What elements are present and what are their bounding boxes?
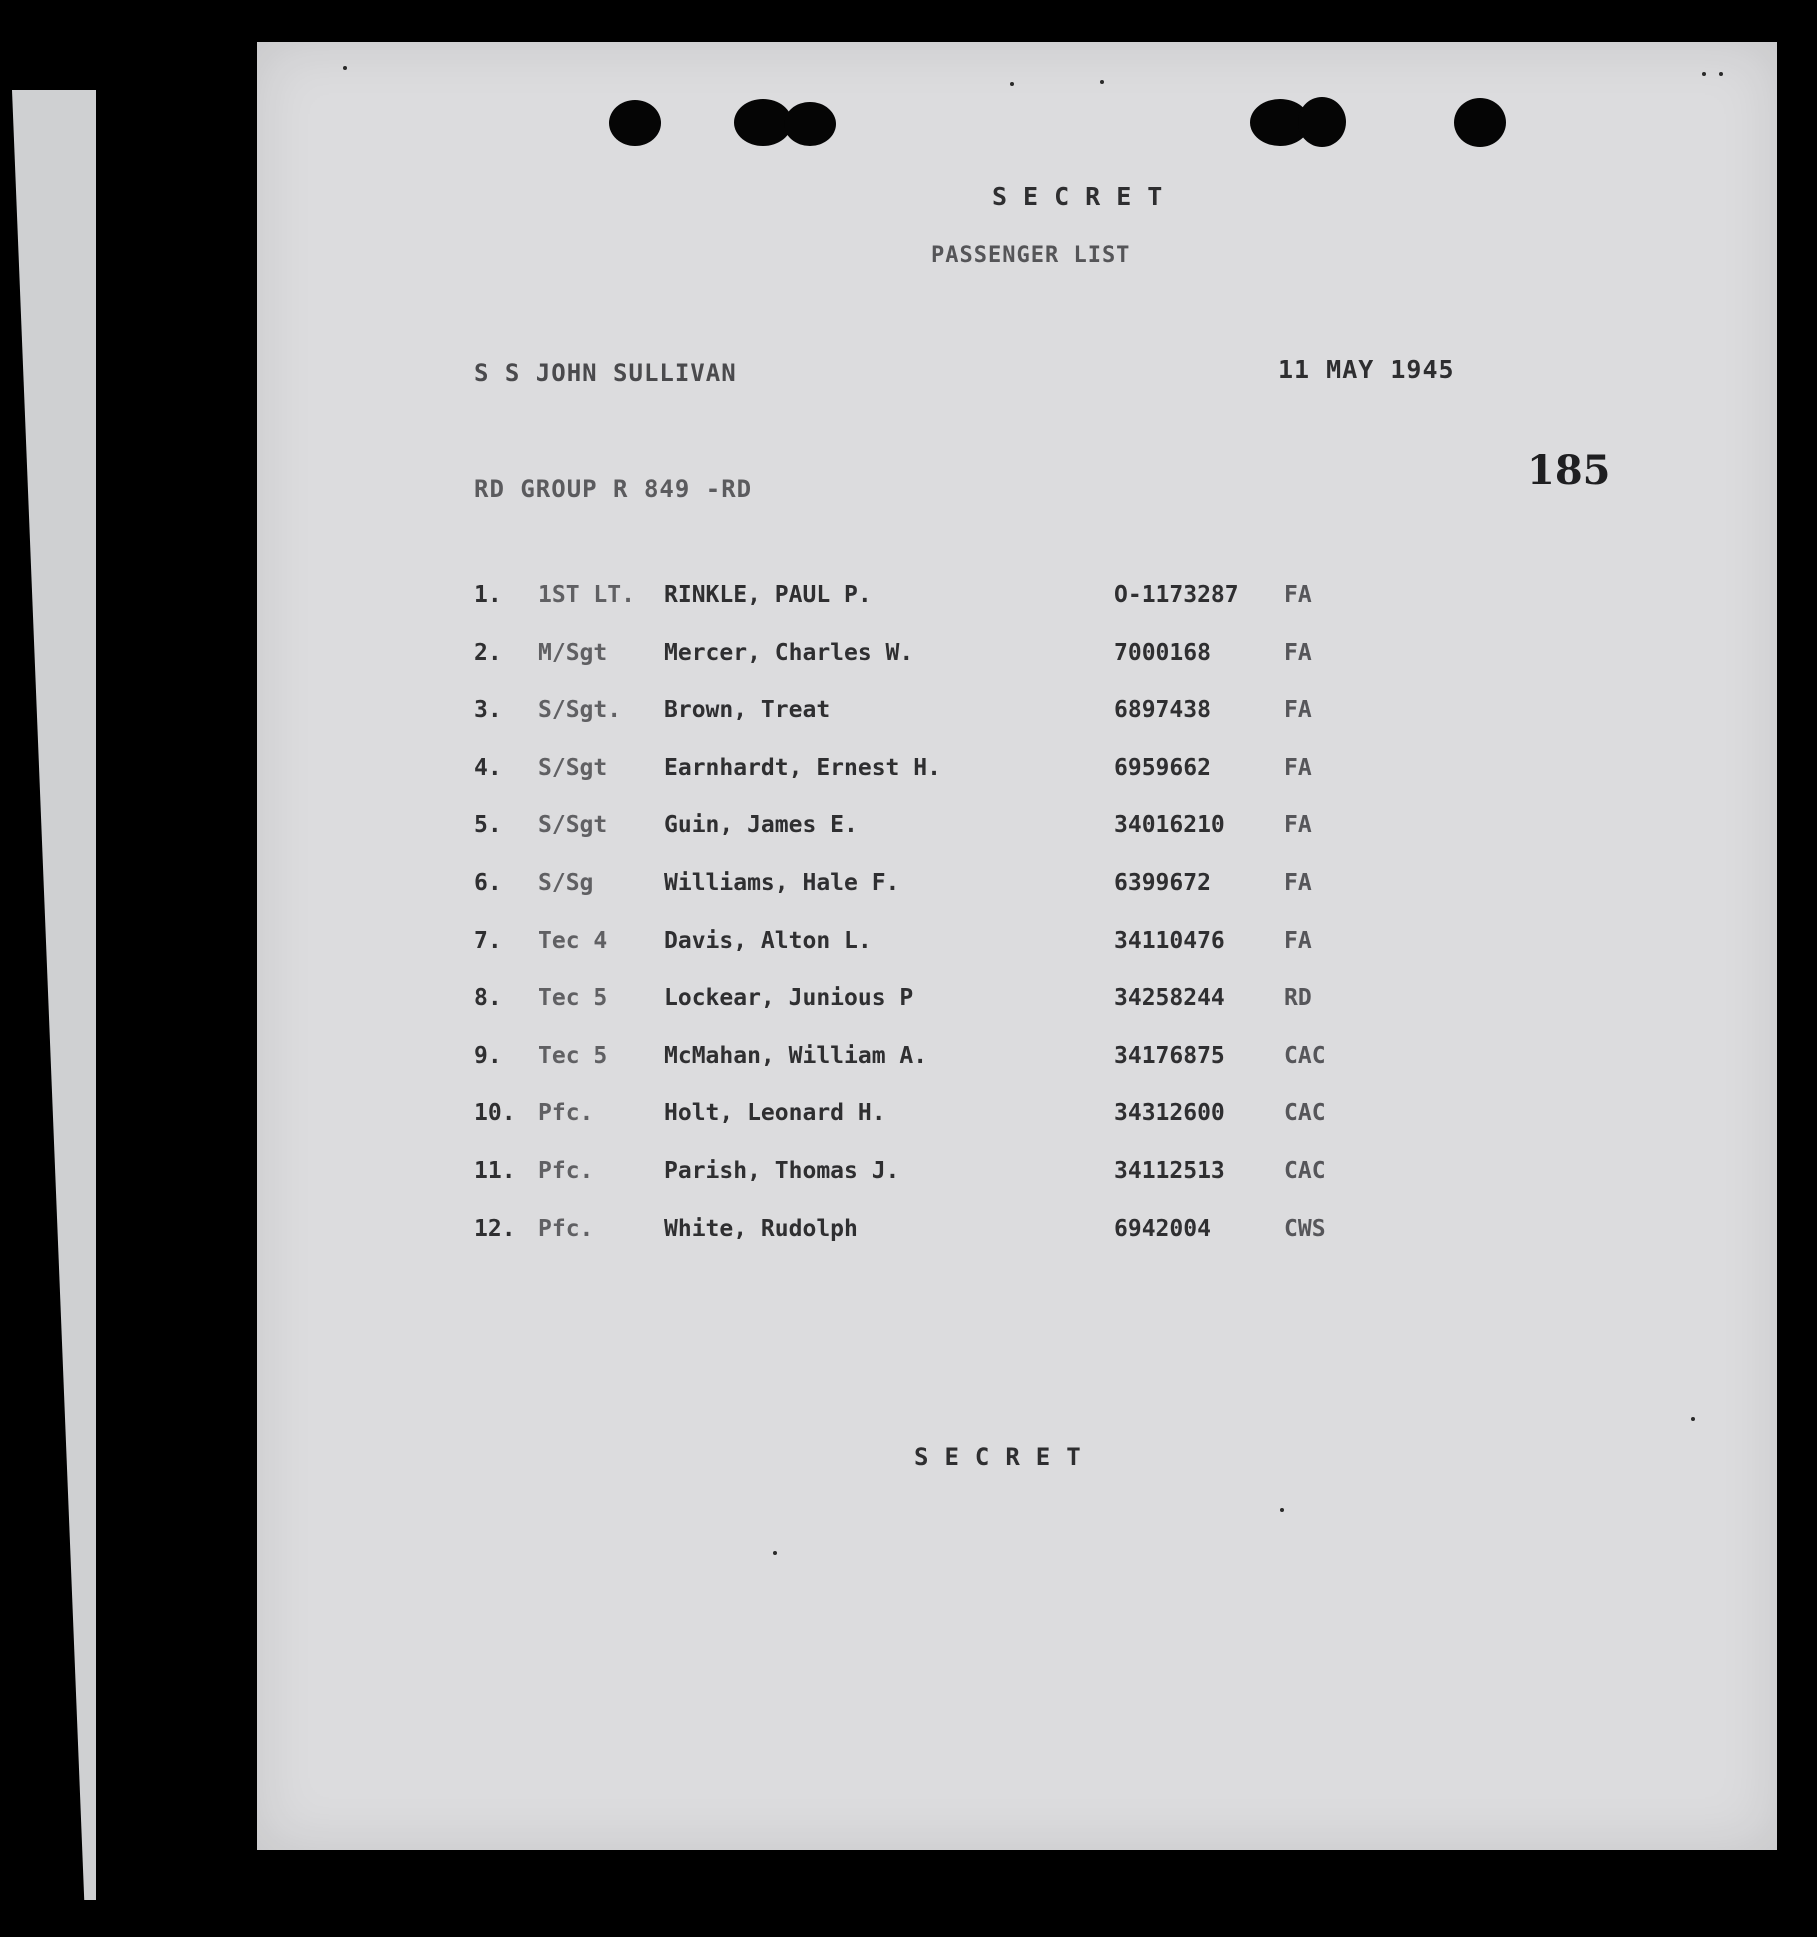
- scan-speck: [343, 66, 347, 70]
- passenger-serial: 6399672: [1114, 869, 1211, 896]
- passenger-rank: Pfc.: [538, 1100, 594, 1127]
- scan-speck: [1719, 72, 1723, 76]
- passenger-serial: O-1173287: [1114, 582, 1239, 608]
- passenger-number: 5.: [474, 812, 502, 839]
- punch-hole-5: [1298, 97, 1346, 147]
- punch-hole-3: [784, 102, 836, 146]
- passenger-branch: FA: [1284, 582, 1312, 608]
- passenger-number: 8.: [474, 985, 502, 1012]
- passenger-number: 3.: [474, 697, 502, 724]
- passenger-serial: 34258244: [1114, 985, 1225, 1012]
- passenger-number: 4.: [474, 754, 502, 781]
- passenger-row: [474, 582, 1454, 640]
- passenger-name: Earnhardt, Ernest H.: [664, 754, 941, 781]
- passenger-number: 12.: [474, 1215, 516, 1242]
- passenger-serial: 6942004: [1114, 1215, 1211, 1242]
- passenger-serial: 7000168: [1114, 639, 1211, 666]
- passenger-name: Parish, Thomas J.: [664, 1157, 900, 1184]
- passenger-number: 2.: [474, 639, 502, 666]
- passenger-rank: 1ST LT.: [538, 582, 635, 608]
- passenger-roster: [474, 582, 1454, 1273]
- passenger-name: Williams, Hale F.: [664, 869, 900, 896]
- passenger-rank: S/Sgt: [538, 754, 608, 781]
- passenger-row: [474, 928, 1454, 986]
- passenger-row: [474, 697, 1454, 755]
- passenger-name: Mercer, Charles W.: [664, 639, 914, 666]
- passenger-serial: 34176875: [1114, 1042, 1225, 1069]
- passenger-branch: CAC: [1284, 1157, 1326, 1184]
- group-designation: RD GROUP R 849 -RD: [474, 475, 753, 503]
- passenger-row: [474, 870, 1454, 928]
- passenger-name: Guin, James E.: [664, 812, 858, 839]
- document-page: [257, 42, 1777, 1850]
- passenger-branch: FA: [1284, 869, 1312, 896]
- passenger-branch: FA: [1284, 812, 1312, 839]
- passenger-rank: Pfc.: [538, 1157, 594, 1184]
- passenger-branch: FA: [1284, 697, 1312, 724]
- scan-speck: [1691, 1417, 1695, 1421]
- scan-speck: [1010, 82, 1014, 86]
- passenger-name: Davis, Alton L.: [664, 927, 872, 954]
- passenger-rank: S/Sgt: [538, 812, 608, 839]
- passenger-row: [474, 1100, 1454, 1158]
- passenger-serial: 34112513: [1114, 1157, 1225, 1184]
- scan-speck: [1280, 1508, 1284, 1512]
- ship-name: S S JOHN SULLIVAN: [474, 359, 737, 387]
- passenger-row: [474, 1158, 1454, 1216]
- scan-speck: [1702, 72, 1706, 76]
- passenger-branch: CAC: [1284, 1042, 1326, 1069]
- passenger-row: [474, 1216, 1454, 1274]
- passenger-number: 11.: [474, 1157, 516, 1184]
- passenger-branch: FA: [1284, 754, 1312, 781]
- page-number: 185: [1527, 447, 1611, 494]
- passenger-rank: Tec 4: [538, 927, 608, 954]
- passenger-rank: S/Sg: [538, 869, 594, 896]
- passenger-rank: M/Sgt: [538, 639, 608, 666]
- footer-classification: SECRET: [914, 1443, 1097, 1471]
- passenger-number: 1.: [474, 582, 502, 608]
- passenger-name: RINKLE, PAUL P.: [664, 582, 872, 608]
- passenger-row: [474, 640, 1454, 698]
- passenger-serial: 34016210: [1114, 812, 1225, 839]
- header-classification: SECRET: [992, 182, 1179, 211]
- passenger-number: 6.: [474, 869, 502, 896]
- passenger-number: 7.: [474, 927, 502, 954]
- punch-hole-1: [609, 100, 661, 146]
- passenger-name: Lockear, Junious P: [664, 985, 914, 1012]
- passenger-rank: Tec 5: [538, 1042, 608, 1069]
- passenger-serial: 34312600: [1114, 1100, 1225, 1127]
- passenger-branch: RD: [1284, 985, 1312, 1012]
- passenger-row: [474, 812, 1454, 870]
- scan-speck: [773, 1551, 777, 1555]
- passenger-serial: 6897438: [1114, 697, 1211, 724]
- passenger-name: White, Rudolph: [664, 1215, 858, 1242]
- passenger-branch: FA: [1284, 639, 1312, 666]
- passenger-serial: 6959662: [1114, 754, 1211, 781]
- document-title: PASSENGER LIST: [931, 243, 1131, 268]
- passenger-row: [474, 1043, 1454, 1101]
- passenger-branch: CWS: [1284, 1215, 1326, 1242]
- passenger-name: McMahan, William A.: [664, 1042, 928, 1069]
- punch-hole-6: [1454, 98, 1506, 147]
- passenger-rank: Tec 5: [538, 985, 608, 1012]
- passenger-number: 10.: [474, 1100, 516, 1127]
- passenger-name: Holt, Leonard H.: [664, 1100, 886, 1127]
- passenger-number: 9.: [474, 1042, 502, 1069]
- passenger-serial: 34110476: [1114, 927, 1225, 954]
- passenger-row: [474, 985, 1454, 1043]
- passenger-branch: CAC: [1284, 1100, 1326, 1127]
- document-date: 11 MAY 1945: [1278, 355, 1455, 384]
- scan-speck: [1100, 80, 1104, 84]
- passenger-branch: FA: [1284, 927, 1312, 954]
- adjacent-page-edge: [12, 90, 96, 1900]
- passenger-row: [474, 755, 1454, 813]
- passenger-rank: Pfc.: [538, 1215, 594, 1242]
- passenger-name: Brown, Treat: [664, 697, 831, 724]
- passenger-rank: S/Sgt.: [538, 697, 622, 724]
